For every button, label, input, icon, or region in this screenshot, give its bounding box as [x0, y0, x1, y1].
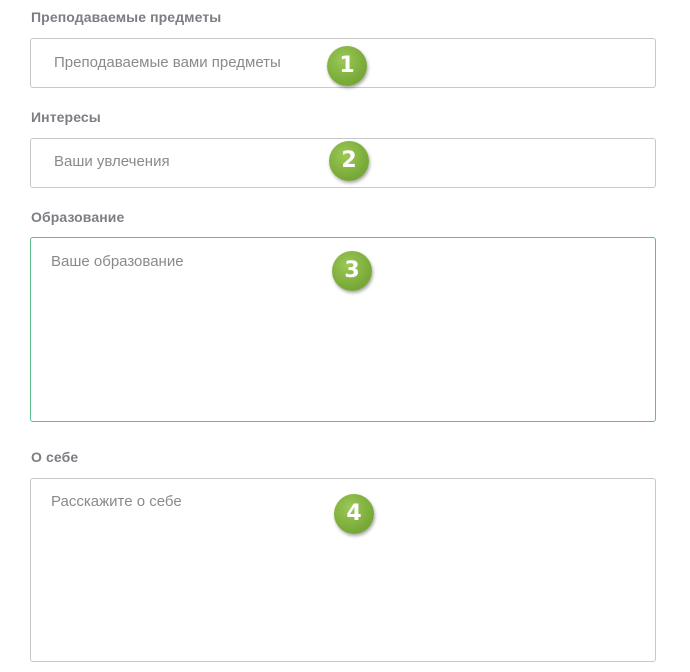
interests-placeholder: Ваши увлечения — [54, 153, 170, 170]
step-badge-4: 4 — [334, 494, 374, 534]
subjects-placeholder: Преподаваемые вами предметы — [54, 54, 281, 71]
subjects-label: Преподаваемые предметы — [31, 9, 222, 25]
interests-label: Интересы — [31, 109, 101, 125]
step-badge-1: 1 — [327, 46, 367, 86]
step-badge-2: 2 — [329, 141, 369, 181]
about-label: О себе — [31, 449, 79, 465]
education-placeholder: Ваше образование — [51, 253, 184, 270]
about-placeholder: Расскажите о себе — [51, 493, 182, 510]
step-badge-3: 3 — [332, 251, 372, 291]
education-label: Образование — [31, 209, 125, 225]
